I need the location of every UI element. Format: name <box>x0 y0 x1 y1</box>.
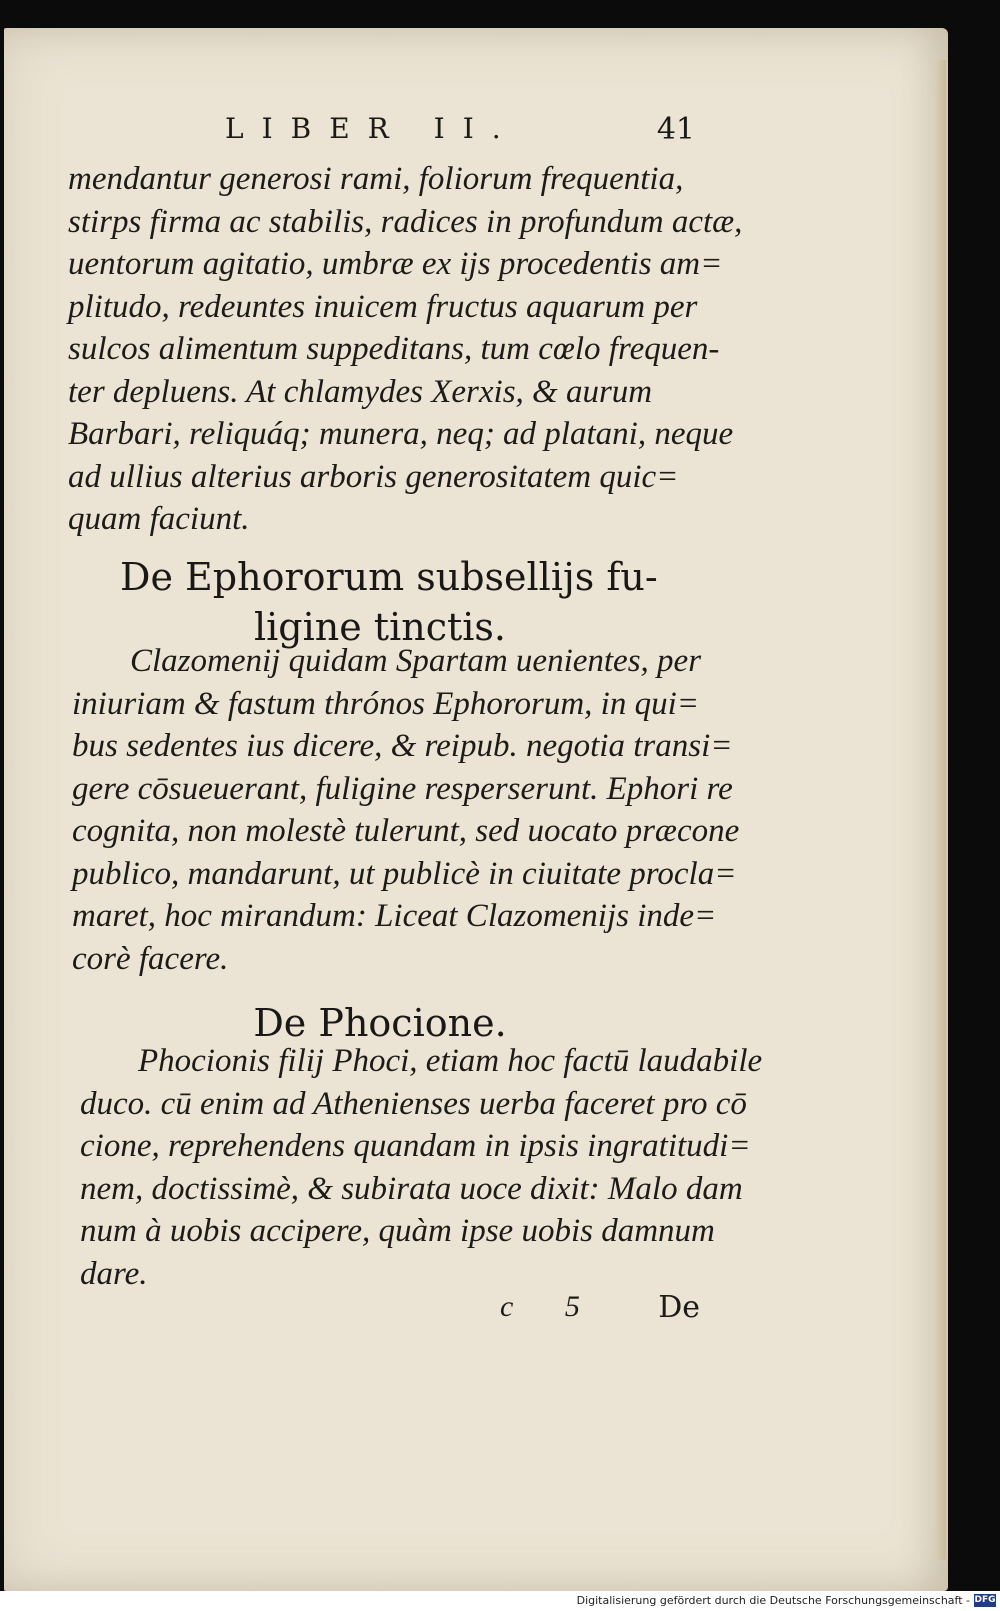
text-line: Clazomenij quidam Spartam uenientes, per <box>130 643 702 679</box>
text-line: num à uobis accipere, quàm ipse uobis damnum <box>80 1213 715 1249</box>
dfg-logo: DFG <box>974 1595 996 1605</box>
page-edge <box>936 60 946 1560</box>
signature-mark: c 5 <box>500 1290 602 1323</box>
text-line: cione, reprehendens quandam in ipsis ingratitudi= <box>80 1128 751 1164</box>
text-line: iniuriam & fastum thrónos Ephororum, in qui= <box>72 685 700 722</box>
text-line: gere cōsueuerant, fuligine resperserunt. Ephori re <box>72 770 733 807</box>
text-line: Phocionis filij Phoci, etiam hoc factū laudabile <box>138 1043 763 1079</box>
digitization-footer <box>0 1591 1000 1611</box>
catchword: De <box>658 1290 700 1325</box>
text-line: uentorum agitatio, umbræ ex ijs procedentis am= <box>68 246 723 282</box>
paragraph-2 <box>72 640 740 980</box>
running-head-title: LIBER II. <box>225 112 519 145</box>
footer-credit: Digitalisierung gefördert durch die Deutsche Forschungsgemeinschaft - <box>576 1594 970 1607</box>
text-line: sulcos alimentum suppeditans, tum cœlo frequen- <box>68 331 720 367</box>
text-line: publico, mandarunt, ut publicè in ciuitate procla= <box>72 855 737 892</box>
text-line: quam faciunt. <box>68 501 250 537</box>
text-line: duco. cū enim ad Athenienses uerba faceret pro cō <box>80 1085 747 1122</box>
section-heading-phocion: De Phocione. <box>253 1001 507 1045</box>
text-line: mendantur generosi rami, foliorum frequentia, <box>68 161 684 197</box>
running-head <box>225 112 695 152</box>
text-line: stirps firma ac stabilis, radices in profundum actæ, <box>68 203 743 240</box>
text-line: bus sedentes ius dicere, & reipub. negotia transi= <box>72 728 733 764</box>
text-line: maret, hoc mirandum: Liceat Clazomenijs inde= <box>72 898 717 934</box>
text-line: nem, doctissimè, & subirata uoce dixit: Malo dam <box>80 1170 743 1207</box>
text-line: dare. <box>80 1255 148 1292</box>
text-line: corè facere. <box>72 940 229 977</box>
text-line: cognita, non molestè tulerunt, sed uocato præcone <box>72 813 740 849</box>
heading-line: ligine tinctis. <box>253 605 506 649</box>
text-line: Barbari, reliquáq; munera, neq; ad platani, neque <box>68 416 734 452</box>
section-heading-ephori <box>120 552 658 652</box>
paragraph-3 <box>80 1040 763 1295</box>
text-line: ter depluens. At chlamydes Xerxis, & aurum <box>68 373 653 410</box>
signature-line <box>500 1290 700 1330</box>
heading-line: De Ephororum subsellijs fu- <box>120 555 658 599</box>
text-line: ad ullius alterius arboris generositatem quic= <box>68 458 679 495</box>
page-number: 41 <box>656 112 695 147</box>
paragraph-1 <box>68 158 743 541</box>
text-line: plitudo, redeuntes inuicem fructus aquarum per <box>68 288 698 325</box>
